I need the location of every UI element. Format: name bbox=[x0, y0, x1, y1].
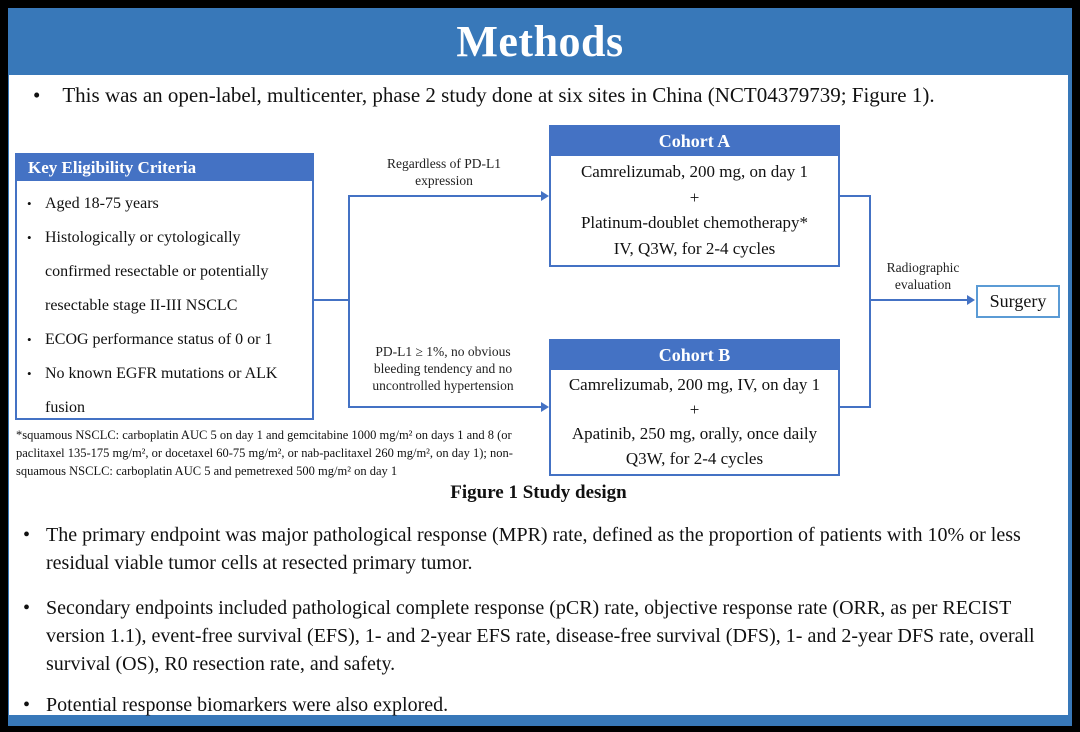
eligibility-item-text: ECOG performance status of 0 or 1 bbox=[45, 331, 273, 348]
cohort-a-box bbox=[549, 125, 840, 267]
bullet-marker: • bbox=[27, 230, 32, 245]
bullet-marker: • bbox=[23, 597, 31, 619]
connector-line bbox=[838, 195, 869, 197]
cohort-a-line: Platinum-doublet chemotherapy* bbox=[580, 213, 809, 233]
endpoint-secondary-text: Secondary endpoints included pathological complete response (pCR) rate, objective response rate (ORR, as per RECIST version 1.1), event-free survival (EFS), 1- and 2-year EFS rate, disease-free survival (DFS), 1- and 2-year DFS rate, overall survival (OS), R0 resection rate, and safety. bbox=[46, 597, 1035, 675]
connector-line bbox=[869, 299, 969, 301]
intro-bullet-text: This was an open-label, multicenter, phase 2 study done at six sites in China (NCT04379739; Figure 1). bbox=[62, 83, 935, 107]
eligibility-box bbox=[15, 153, 314, 420]
cohort-b-header: Cohort B bbox=[551, 341, 838, 370]
cohort-a-header: Cohort A bbox=[551, 127, 838, 156]
eligibility-item-text: Histologically or cytologically confirmed resectable or potentially resectable stage II-III NSCLC bbox=[45, 229, 269, 314]
connector-line bbox=[838, 406, 869, 408]
connector-line bbox=[869, 195, 871, 408]
cohort-a-body bbox=[551, 156, 838, 265]
bullet-marker: • bbox=[23, 524, 31, 546]
cohort-a-line: IV, Q3W, for 2-4 cycles bbox=[613, 239, 776, 259]
connector-line bbox=[348, 195, 350, 408]
endpoint-secondary-bullet bbox=[23, 594, 1055, 678]
bullet-marker: • bbox=[33, 83, 41, 107]
cohort-b-line: Q3W, for 2-4 cycles bbox=[625, 449, 764, 469]
cohort-b-line: Camrelizumab, 200 mg, IV, on day 1 bbox=[568, 374, 821, 394]
biomarkers-text: Potential response biomarkers were also explored. bbox=[46, 694, 449, 716]
bullet-marker: • bbox=[27, 196, 32, 211]
arrowhead-icon bbox=[541, 402, 549, 412]
figure-caption: Figure 1 Study design bbox=[450, 482, 627, 503]
eligibility-item-text: Aged 18-75 years bbox=[45, 195, 159, 212]
cohort-b-line: + bbox=[689, 399, 700, 419]
connector-line bbox=[348, 406, 542, 408]
cohort-b-body bbox=[551, 370, 838, 474]
cohort-b-line: Apatinib, 250 mg, orally, once daily bbox=[571, 424, 818, 444]
content-area bbox=[9, 75, 1068, 715]
eligibility-item bbox=[27, 357, 304, 425]
intro-bullet bbox=[33, 81, 1063, 109]
bullet-marker: • bbox=[27, 366, 32, 381]
biomarkers-bullet bbox=[23, 691, 1055, 719]
surgery-label: Surgery bbox=[989, 291, 1047, 311]
cohort-a-line: Camrelizumab, 200 mg, on day 1 bbox=[580, 161, 809, 181]
connector-line bbox=[314, 299, 350, 301]
evaluation-label: Radiographic evaluation bbox=[886, 260, 960, 292]
endpoint-primary-text: The primary endpoint was major pathological response (MPR) rate, defined as the proportion of patients with 10% or less residual viable tumor cells at resected primary tumor. bbox=[46, 524, 1021, 574]
bullet-marker: • bbox=[27, 332, 32, 347]
surgery-box bbox=[976, 285, 1060, 318]
title-bar bbox=[8, 8, 1072, 75]
cohort-b-box bbox=[549, 339, 840, 476]
eligibility-item-text: No known EGFR mutations or ALK fusion bbox=[45, 365, 278, 416]
connector-line bbox=[348, 195, 542, 197]
eligibility-item bbox=[27, 187, 304, 221]
branch-label-top: Regardless of PD-L1 expression bbox=[387, 156, 501, 188]
arrowhead-icon bbox=[967, 295, 975, 305]
figure-footnote: *squamous NSCLC: carboplatin AUC 5 on day 1 and gemcitabine 1000 mg/m² on days 1 and 8 (or paclitaxel 135-175 mg/m², or docetaxel 60-75 mg/m², or nab-paclitaxel 260 mg/m², on day 1); non-squamous NSCLC: carboplatin AUC 5 and pemetrexed 500 mg/m² on day 1 bbox=[16, 428, 513, 478]
eligibility-header: Key Eligibility Criteria bbox=[17, 155, 312, 181]
bullet-marker: • bbox=[23, 694, 31, 716]
cohort-a-line: + bbox=[689, 187, 700, 207]
page-title: Methods bbox=[456, 17, 624, 66]
eligibility-list bbox=[17, 187, 312, 425]
arrowhead-icon bbox=[541, 191, 549, 201]
endpoint-primary-bullet bbox=[23, 521, 1055, 577]
slide-background bbox=[8, 8, 1072, 726]
eligibility-item bbox=[27, 221, 304, 323]
eligibility-item bbox=[27, 323, 304, 357]
branch-label-bottom: PD-L1 ≥ 1%, no obvious bleeding tendency and no uncontrolled hypertension bbox=[372, 344, 514, 393]
